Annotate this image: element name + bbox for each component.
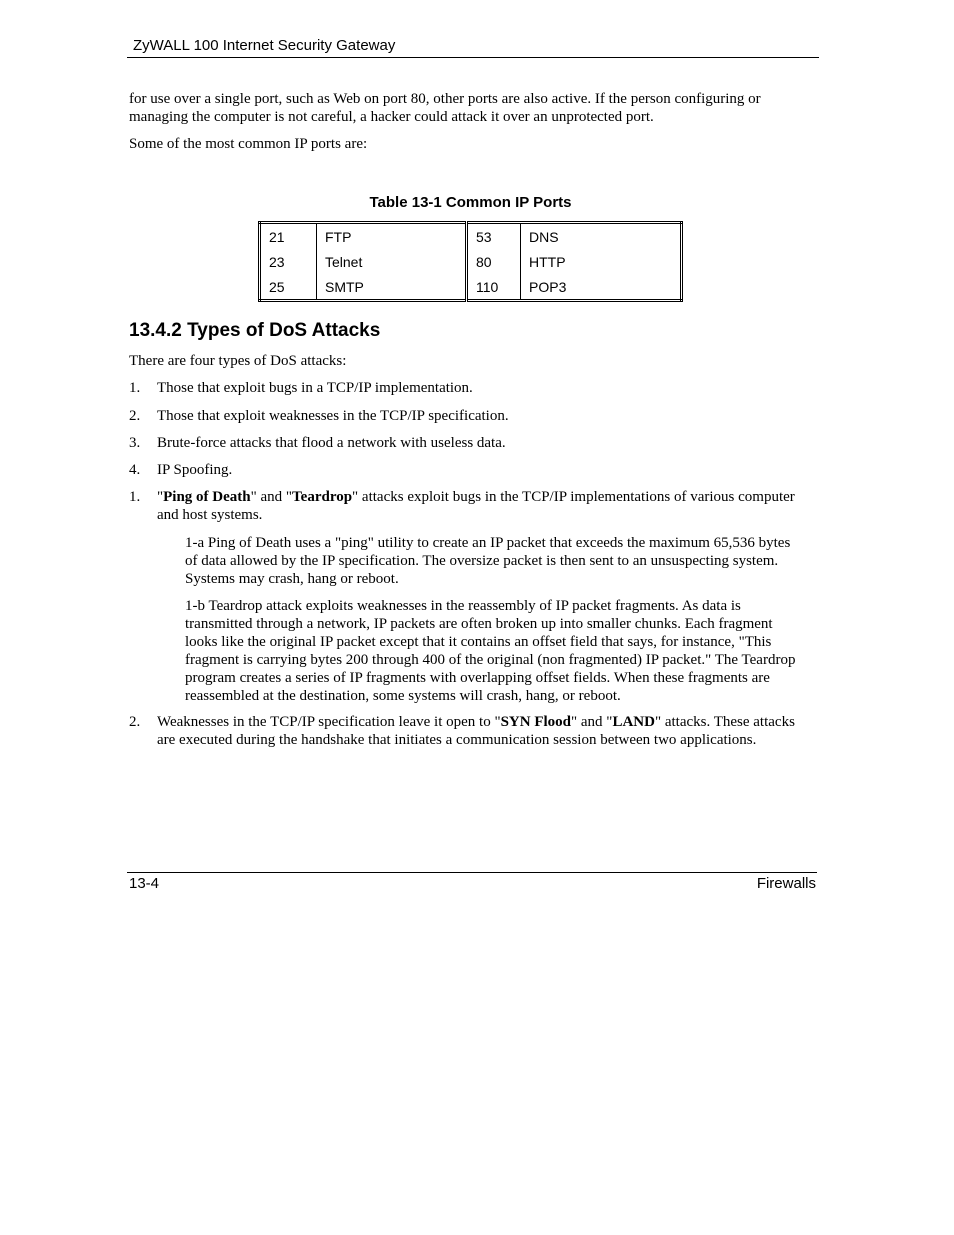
table-cell: SMTP — [317, 274, 467, 301]
list-text: "Ping of Death" and "Teardrop" attacks exploit bugs in the TCP/IP implementations of various computer and host systems. — [157, 489, 795, 523]
footer-divider — [127, 872, 817, 873]
sub-paragraph-1b: 1-b Teardrop attack exploits weaknesses in the reassembly of IP packet fragments. As data is transmitted through a network, IP packets are often broken up into smaller chunks. Each fragment looks like the original IP packet except that it contains an offset field that says, for instance, "This fragment is carrying bytes 200 through 400 of the original (non fragmented) IP packet." The Teardrop program creates a series of IP fragments with overlapping offset fields. When these fragments are reassembled at the destination, some systems will crash, hang, or reboot. — [185, 598, 796, 704]
list-number: 1. — [129, 489, 141, 505]
table-row — [260, 249, 682, 274]
header-divider — [127, 57, 819, 58]
section-heading: 13.4.2 Types of DoS Attacks — [129, 320, 381, 341]
bold-term-teardrop: Teardrop — [292, 489, 353, 505]
table-row — [260, 274, 682, 301]
table-row — [260, 223, 682, 250]
section-intro: There are four types of DoS attacks: — [129, 353, 347, 369]
table-cell: POP3 — [521, 274, 682, 301]
bold-term-ping-of-death: Ping of Death — [163, 489, 251, 505]
list-text: Brute-force attacks that flood a network with useless data. — [157, 435, 506, 451]
bold-term-land: LAND — [612, 714, 655, 730]
table-cell: 23 — [269, 253, 285, 270]
table-cell: DNS — [521, 223, 682, 250]
list-text: IP Spoofing. — [157, 462, 233, 478]
list-number: 3. — [129, 435, 141, 451]
table-cell: Telnet — [317, 249, 467, 274]
common-ports-table — [258, 221, 683, 302]
list-number: 1. — [129, 380, 141, 396]
list-text: Those that exploit bugs in a TCP/IP implementation. — [157, 380, 473, 396]
common-ports-paragraph: Some of the most common IP ports are: — [129, 136, 368, 152]
footer-chapter: Firewalls — [756, 875, 816, 892]
table-cell: HTTP — [521, 249, 682, 274]
bold-term-syn-flood: SYN Flood — [500, 714, 572, 730]
intro-paragraph: for use over a single port, such as Web on port 80, other ports are also active. If the person configuring or managing the computer is not careful, a hacker could attack it over an unprotected port. — [129, 91, 761, 125]
footer-page-number: 13-4 — [129, 875, 160, 892]
table-caption: Table 13-1 Common IP Ports — [369, 194, 572, 211]
list-number: 2. — [129, 408, 141, 424]
table-cell: 80 — [467, 249, 521, 274]
table-cell: 110 — [467, 274, 521, 301]
list-number: 4. — [129, 462, 141, 478]
table-cell: 25 — [269, 278, 285, 295]
list-text: Those that exploit weaknesses in the TCP/IP specification. — [157, 408, 509, 424]
table-cell: 53 — [467, 223, 521, 250]
list-text: Weaknesses in the TCP/IP specification leave it open to "SYN Flood" and "LAND" attacks. These attacks are executed during the handshake that initiates a communication session between two applications. — [157, 714, 795, 748]
page-header-title: ZyWALL 100 Internet Security Gateway — [133, 37, 396, 54]
table-cell: 21 — [269, 228, 285, 245]
table-cell: FTP — [317, 223, 467, 250]
sub-paragraph-1a: 1-a Ping of Death uses a "ping" utility to create an IP packet that exceeds the maximum 65,536 bytes of data allowed by the IP specification. The oversize packet is then sent to an unsuspecting system. Systems may crash, hang or reboot. — [185, 535, 791, 587]
list-number: 2. — [129, 714, 141, 730]
